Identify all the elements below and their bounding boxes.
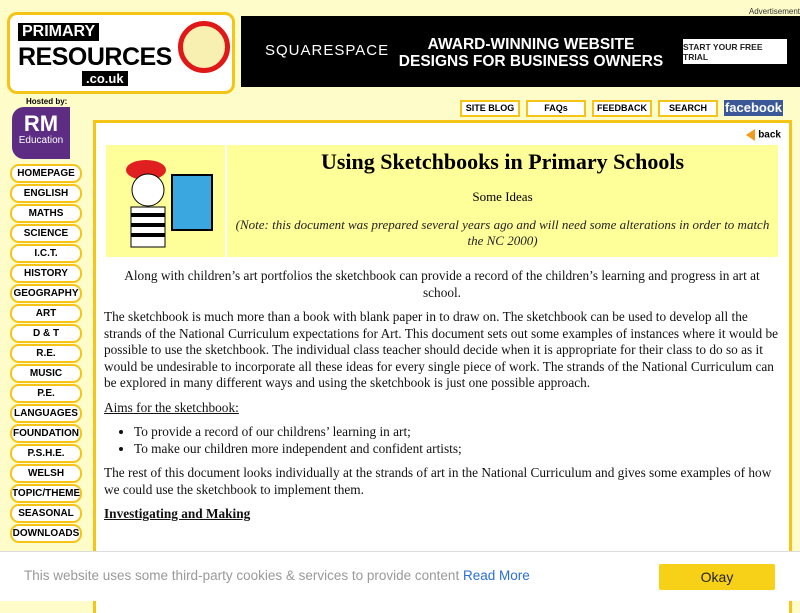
cookie-banner	[0, 551, 800, 601]
nav-geography[interactable]: GEOGRAPHY	[10, 284, 82, 303]
artist-mime-illustration	[106, 145, 225, 257]
top-links	[460, 100, 783, 117]
nav-welsh[interactable]: WELSH	[10, 464, 82, 483]
nav-i-c-t-[interactable]: I.C.T.	[10, 244, 82, 263]
nav-downloads[interactable]: DOWNLOADS	[10, 524, 82, 543]
back-arrow-icon	[746, 129, 755, 141]
nav-p-s-h-e-[interactable]: P.S.H.E.	[10, 444, 82, 463]
page-title: Using Sketchbooks in Primary Schools	[320, 149, 685, 174]
facebook-link[interactable]: facebook	[724, 100, 783, 115]
aims-list	[104, 424, 780, 457]
ad-cta-button[interactable]: START YOUR FREE TRIAL	[683, 39, 787, 64]
paragraph: Along with children’s art portfolios the sketchbook can provide a record of the children’s learning and progress in art at school.	[124, 268, 760, 300]
okay-button[interactable]: Okay	[659, 564, 775, 590]
nav-d-t[interactable]: D & T	[10, 324, 82, 343]
site-logo[interactable]	[7, 12, 235, 94]
article-body	[104, 268, 780, 531]
nav-homepage[interactable]: HOMEPAGE	[10, 164, 82, 183]
content-frame	[93, 120, 792, 613]
nav-art[interactable]: ART	[10, 304, 82, 323]
nav-science[interactable]: SCIENCE	[10, 224, 82, 243]
nav-r-e-[interactable]: R.E.	[10, 344, 82, 363]
search-link[interactable]: SEARCH	[658, 100, 718, 117]
nav-p-e-[interactable]: P.E.	[10, 384, 82, 403]
nav-music[interactable]: MUSIC	[10, 364, 82, 383]
nav-foundation[interactable]: FOUNDATION	[10, 424, 82, 443]
nav-topic-theme[interactable]: TOPIC/THEME	[10, 484, 82, 503]
nav-seasonal[interactable]: SEASONAL	[10, 504, 82, 523]
ad-label: Advertisement	[748, 7, 800, 16]
page-subtitle: Some Ideas	[472, 189, 533, 204]
feedback-link[interactable]: FEEDBACK	[592, 100, 652, 117]
site-blog-link[interactable]: SITE BLOG	[460, 100, 520, 117]
faqs-link[interactable]: FAQs	[526, 100, 586, 117]
ad-headline: AWARD-WINNING WEBSITE DESIGNS FOR BUSINESS OWNERS	[398, 36, 664, 70]
cookie-text: This website uses some third-party cookies & services to provide content	[24, 568, 460, 583]
logo-text: RESOURCES	[18, 43, 172, 71]
nav-english[interactable]: ENGLISH	[10, 184, 82, 203]
clock-mascot-icon	[178, 21, 230, 73]
nav-maths[interactable]: MATHS	[10, 204, 82, 223]
logo-text: PRIMARY	[18, 23, 99, 41]
section-heading: Investigating and Making	[104, 506, 251, 521]
paragraph: The rest of this document looks individually at the strands of art in the National Curriculum and gives some examples of how we could use the sketchbook to implement them.	[104, 465, 772, 497]
read-more-link[interactable]: Read More	[462, 568, 530, 583]
ad-brand: SQUARESPACE	[265, 42, 390, 59]
rm-education-logo[interactable]: RM Education	[12, 107, 70, 159]
page-note: (Note: this document was prepared several years ago and will need some alterations in order to match the NC 2000)	[235, 217, 770, 248]
nav-languages[interactable]: LANGUAGES	[10, 404, 82, 423]
page-header	[106, 145, 778, 257]
list-item: • To make our children more independent and confident artists;	[134, 441, 780, 458]
aims-heading: Aims for the sketchbook:	[104, 399, 239, 415]
back-link[interactable]: back	[746, 129, 781, 141]
paragraph: The sketchbook is much more than a book with blank paper in to draw on. The sketchbook can be used to develop all the strands of the National Curriculum expectations for Art. This document sets out some examples of instances where it would be possible to use the sketchbook. The individual class teacher should decide when it is appropriate for their class to do so as it would be undesirable to incorporate all these ideas for every single piece of work. The strands of the National Curriculum can be explored in many different ways and using the sketchbook is just one possible approach.	[104, 309, 779, 390]
advertisement-banner[interactable]	[241, 16, 800, 87]
hosted-by-label: Hosted by:	[26, 97, 68, 106]
list-item: • To provide a record of our childrens’ learning in art;	[134, 424, 780, 441]
subject-nav	[10, 164, 82, 544]
nav-history[interactable]: HISTORY	[10, 264, 82, 283]
logo-text: .co.uk	[82, 71, 128, 86]
